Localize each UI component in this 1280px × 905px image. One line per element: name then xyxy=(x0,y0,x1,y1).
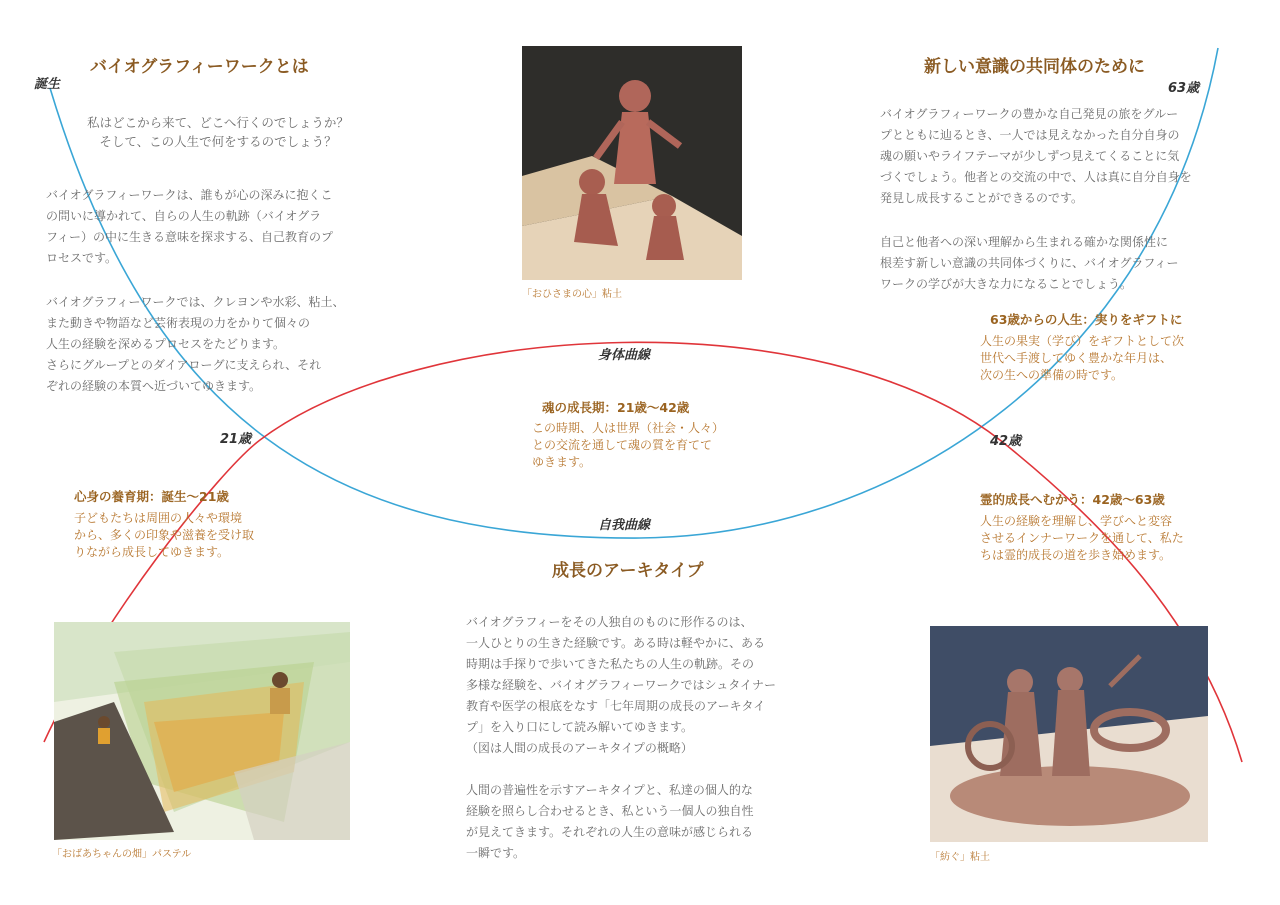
text-line: フィー）の中に生きる意味を探求する、自己教育のプ xyxy=(46,230,334,244)
text-line: 時期は手探りで歩いてきた私たちの人生の軌跡。その xyxy=(466,657,755,671)
phase4-block xyxy=(980,310,1230,384)
question-line-1: 私はどこから来て、どこへ行くのでしょうか？ xyxy=(87,115,349,130)
center-paragraph-2 xyxy=(466,780,796,864)
birth-label: 誕生 xyxy=(34,77,61,92)
text-line: させるインナーワークを通して、私た xyxy=(980,531,1184,545)
text-line: との交流を通して魂の質を育てて xyxy=(532,438,713,452)
text-line: 人生の経験を理解し、学びへと変容 xyxy=(980,514,1173,528)
text-line: づくでしょう。他者との交流の中で、人は真に自分自身を xyxy=(880,170,1192,184)
text-line: 次の生への準備の時です。 xyxy=(980,368,1124,382)
text-line: ちは霊的成長の道を歩き始めます。 xyxy=(980,548,1172,562)
pastel-caption: 「おばあちゃんの畑」パステル xyxy=(52,849,192,860)
right-title: 新しい意識の共同体のために xyxy=(924,57,1145,77)
phase1-block xyxy=(74,487,294,561)
text-line: 子どもたちは周囲の人々や環境 xyxy=(74,511,243,525)
center-title: 成長のアーキタイプ xyxy=(552,561,704,581)
left-paragraph-1 xyxy=(46,185,366,269)
left-paragraph-2 xyxy=(46,292,366,397)
clay-sun-heart-image xyxy=(522,46,742,280)
text-line: さらにグループとのダイアローグに支えられ、それ xyxy=(46,358,322,372)
ego-curve-label: 自我曲線 xyxy=(598,518,651,533)
text-line: （図は人間の成長のアーキタイプの概略） xyxy=(466,741,693,755)
text-line: バイオグラフィーワークは、誰もが心の深みに抱くこ xyxy=(46,188,333,202)
text-line: プとともに辿るとき、一人では見えなかった自分自身の xyxy=(880,128,1180,142)
text-line: から、多くの印象や滋養を受け取 xyxy=(74,528,255,542)
text-line: バイオグラフィーをその人独自のものに形作るのは、 xyxy=(466,615,753,629)
text-line: バイオグラフィーワークの豊かな自己発見の旅をグルー xyxy=(880,107,1179,121)
clay1-caption: 「おひさまの心」粘土 xyxy=(522,289,622,300)
right-paragraph-1 xyxy=(880,104,1220,209)
text-line: 発見し成長することができるのです。 xyxy=(880,191,1084,205)
text-line: 自己と他者への深い理解から生まれる確かな関係性に xyxy=(880,235,1169,249)
pastel-garden-image xyxy=(54,622,350,840)
clay-spinning-image xyxy=(930,626,1208,842)
text-line: ぞれの経験の本質へ近づいてゆきます。 xyxy=(46,379,262,393)
phase2-title: 魂の成長期：21歳〜42歳 xyxy=(542,400,690,415)
age-21-label: 21歳 xyxy=(220,432,252,447)
phase4-title: 63歳からの人生：実りをギフトに xyxy=(990,312,1183,327)
phase3-block xyxy=(980,490,1230,564)
text-line: 人生の経験を深めるプロセスをたどります。 xyxy=(46,337,286,351)
text-line: ワークの学びが大きな力になることでしょう。 xyxy=(880,277,1133,291)
text-line: 経験を照らし合わせるとき、私という一個人の独自性 xyxy=(466,804,754,818)
question-line-2: そして、この人生で何をするのでしょう？ xyxy=(99,134,337,149)
phase3-title: 霊的成長へむかう：42歳〜63歳 xyxy=(980,492,1165,507)
text-line: 一人ひとりの生きた経験です。ある時は軽やかに、ある xyxy=(466,636,766,650)
right-paragraph-2 xyxy=(880,232,1220,295)
text-line: プ」を入り口にして読み解いてゆきます。 xyxy=(466,720,694,734)
text-line: 教育や医学の根底をなす「七年周期の成長のアーキタイ xyxy=(466,699,766,713)
phase2-block xyxy=(532,398,752,471)
text-line: が見えてきます。それぞれの人生の意味が感じられる xyxy=(466,825,754,839)
text-line: 人間の普遍性を示すアーキタイプと、私達の個人的な xyxy=(466,783,753,797)
center-paragraph-1 xyxy=(466,612,796,759)
text-line: また動きや物語など芸術表現の力をかりて個々の xyxy=(46,316,311,330)
text-line: 一瞬です。 xyxy=(466,846,526,860)
text-line: ゆきます。 xyxy=(532,455,592,469)
text-line: の問いに導かれて、自らの人生の軌跡（バイオグラ xyxy=(46,209,322,223)
text-line: この時期、人は世界（社会・人々） xyxy=(532,421,725,435)
text-line: 世代へ手渡してゆく豊かな年月は、 xyxy=(980,351,1173,365)
age-42-label: 42歳 xyxy=(990,434,1022,449)
phase1-title: 心身の養育期：誕生〜21歳 xyxy=(74,489,229,504)
left-question xyxy=(58,113,378,151)
clay2-caption: 「紡ぐ」粘土 xyxy=(930,852,990,863)
body-curve-label: 身体曲線 xyxy=(598,348,651,363)
left-title: バイオグラフィーワークとは xyxy=(90,57,309,77)
text-line: バイオグラフィーワークでは、クレヨンや水彩、粘土、 xyxy=(46,295,345,309)
text-line: 多様な経験を、バイオグラフィーワークではシュタイナー xyxy=(466,678,776,692)
text-line: ロセスです。 xyxy=(46,251,118,265)
text-line: 魂の願いやライフテーマが少しずつ見えてくることに気 xyxy=(880,149,1180,163)
text-line: 根差す新しい意識の共同体づくりに、バイオグラフィー xyxy=(880,256,1179,270)
age-63-label: 63歳 xyxy=(1168,81,1200,96)
text-line: 人生の果実（学び）をギフトとして次 xyxy=(980,334,1185,348)
text-line: りながら成長してゆきます。 xyxy=(74,545,230,559)
